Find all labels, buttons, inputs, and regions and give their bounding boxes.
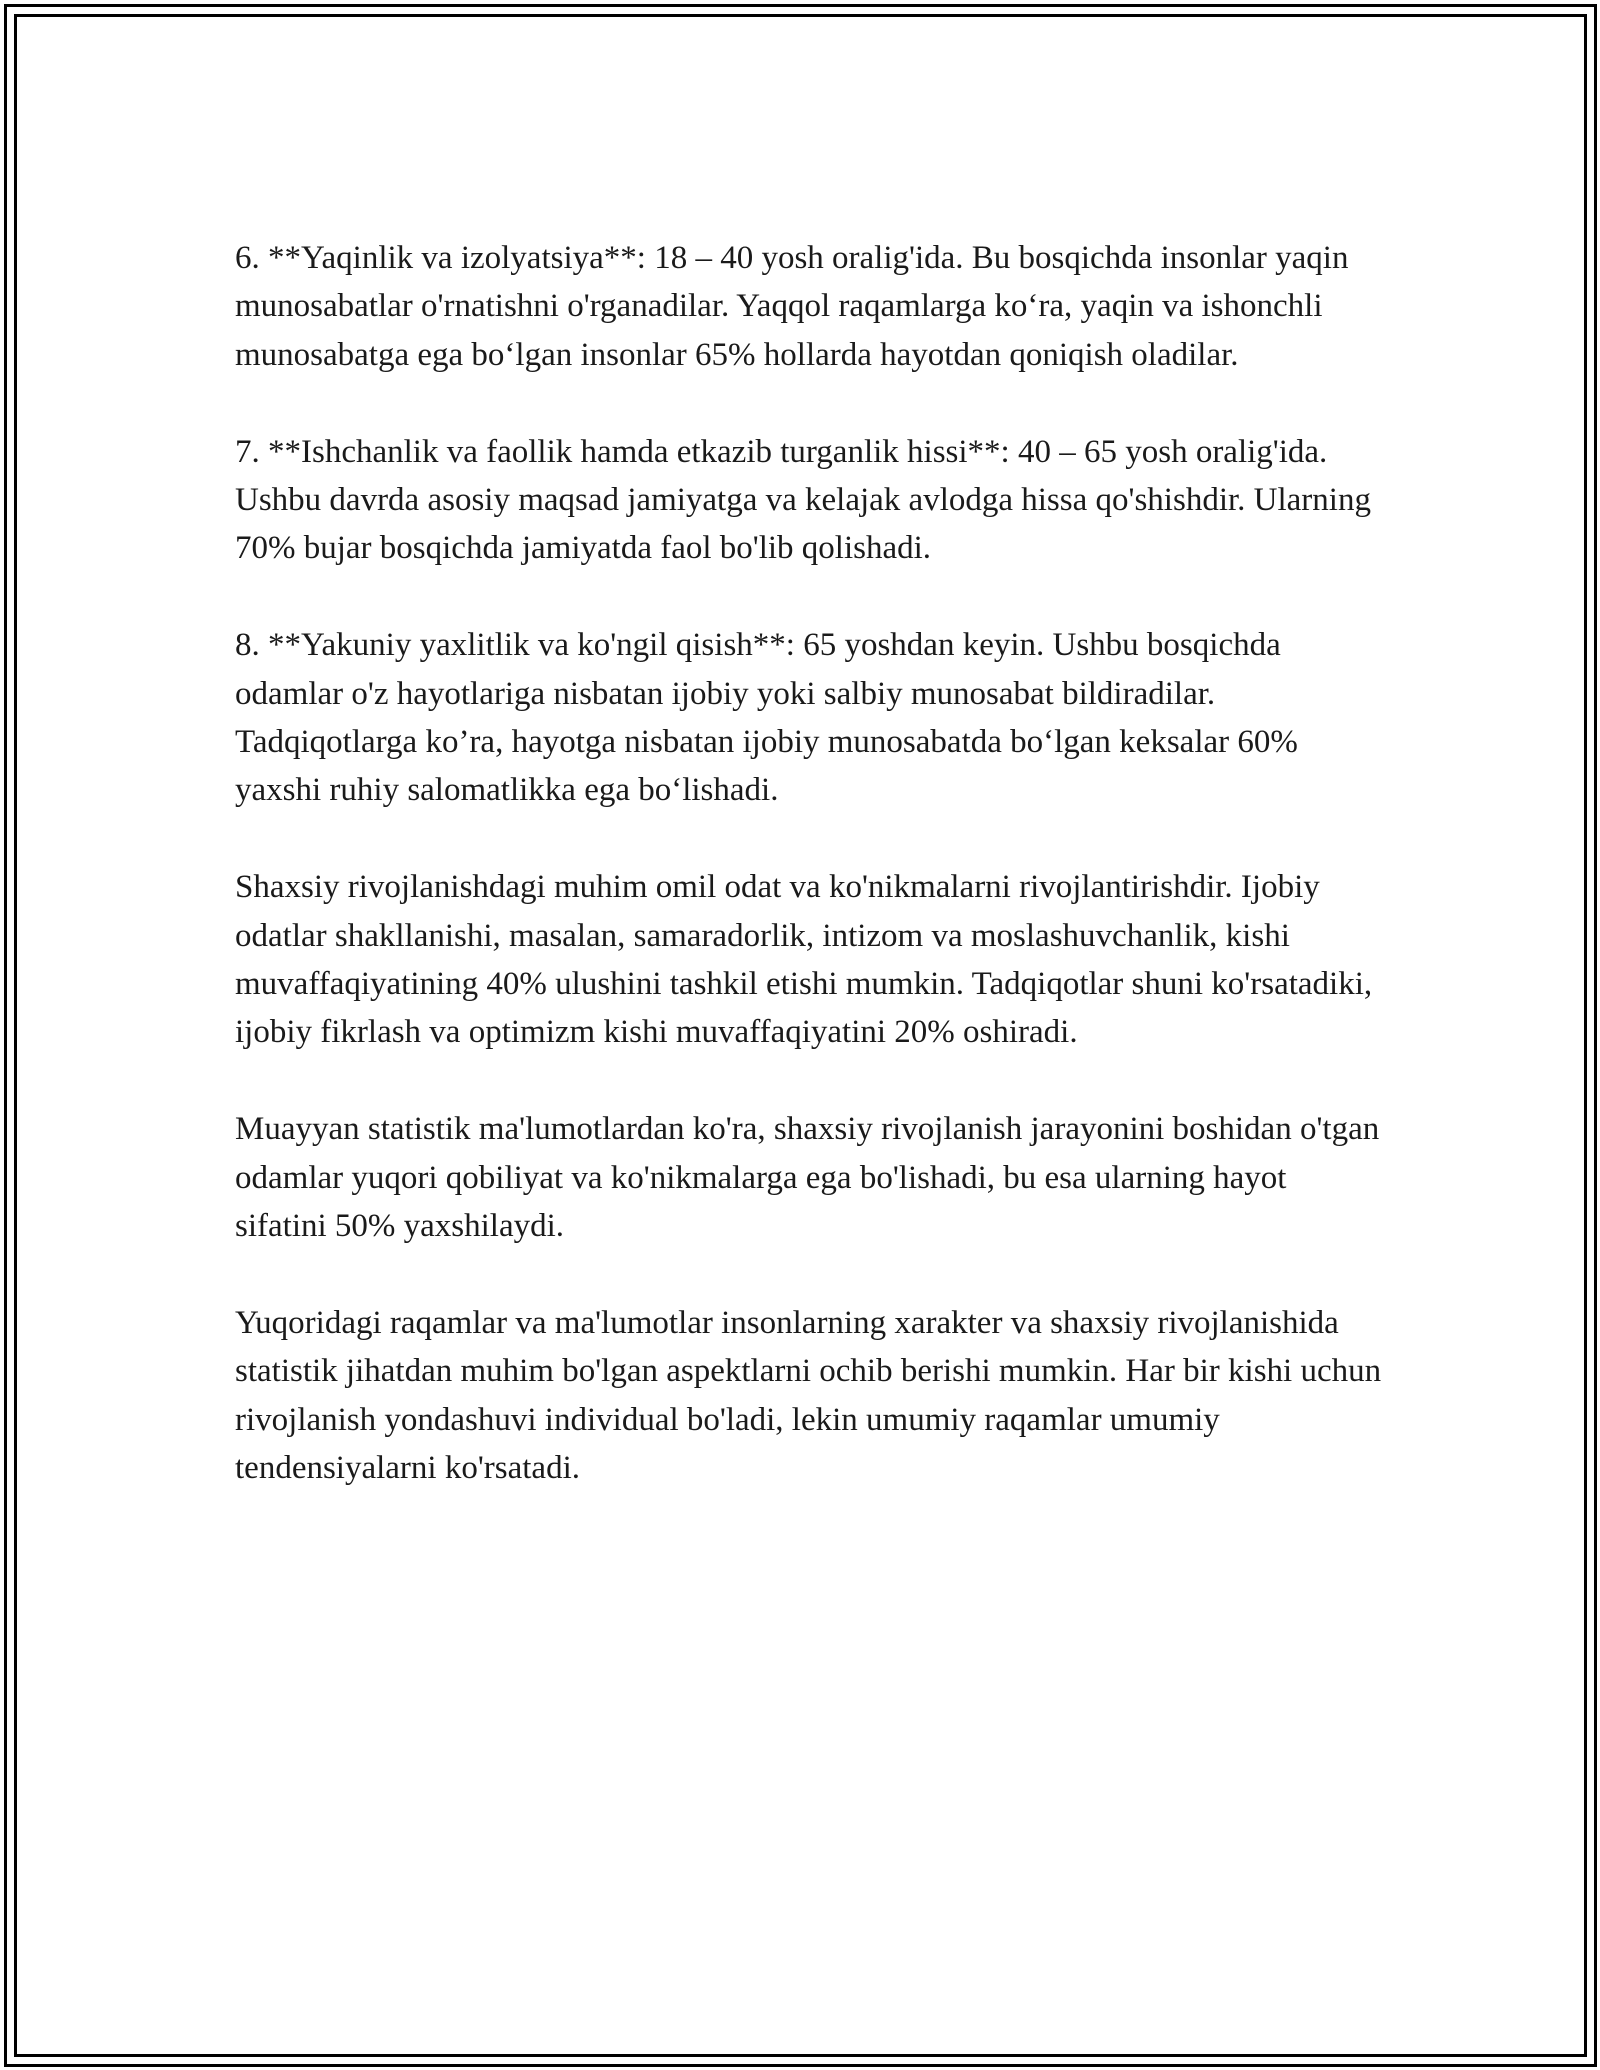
paragraph-stage-6: 6. **Yaqinlik va izolyatsiya**: 18 – 40 yosh oralig'ida. Bu bosqichda insonlar yaqin munosabatlar o'rnatishni o'rganadilar. Yaqqol raqamlarga ko‘ra, yaqin va ishonchli munosabatga ega bo‘lgan insonlar 65% hollarda hayotdan qoniqish oladilar. — [235, 240, 1349, 373]
paragraph-stage-8: 8. **Yakuniy yaxlitlik va ko'ngil qisish**: 65 yoshdan keyin. Ushbu bosqichda odamlar o'z hayotlariga nisbatan ijobiy yoki salbiy munosabat bildiradilar. Tadqiqotlarga ko’ra, hayotga nisbatan ijobiy munosabatda bo‘lgan keksalar 60% yaxshi ruhiy salomatlikka ega bo‘lishadi. — [235, 627, 1298, 809]
document-body — [235, 234, 1385, 1541]
paragraph-statistics: Muayyan statistik ma'lumotlardan ko'ra, shaxsiy rivojlanish jarayonini boshidan o'tgan odamlar yuqori qobiliyat va ko'nikmalarga ega bo'lishadi, bu esa ularning hayot sifatini 50% yaxshilaydi. — [235, 1111, 1380, 1245]
paragraph-conclusion: Yuqoridagi raqamlar va ma'lumotlar insonlarning xarakter va shaxsiy rivojlanishida statistik jihatdan muhim bo'lgan aspektlarni ochib berishi mumkin. Har bir kishi uchun rivojlanish yondashuvi individual bo'ladi, lekin umumiy raqamlar umumiy tendensiyalarni ko'rsatadi. — [235, 1304, 1382, 1487]
paragraph-habits: Shaxsiy rivojlanishdagi muhim omil odat va ko'nikmalarni rivojlantirishdir. Ijobiy odatlar shakllanishi, masalan, samaradorlik, intizom va moslashuvchanlik, kishi muvaffaqiyatining 40% ulushini tashkil etishi mumkin. Tadqiqotlar shuni ko'rsatadiki, ijobiy fikrlash va optimizm kishi muvaffaqiyatini 20% oshiradi. — [235, 869, 1373, 1051]
paragraph-stage-7: 7. **Ishchanlik va faollik hamda etkazib turganlik hissi**: 40 – 65 yosh oralig'ida. Ushbu davrda asosiy maqsad jamiyatga va kelajak avlodga hissa qo'shishdir. Ularning 70% bujar bosqichda jamiyatda faol bo'lib qolishadi. — [235, 433, 1371, 567]
